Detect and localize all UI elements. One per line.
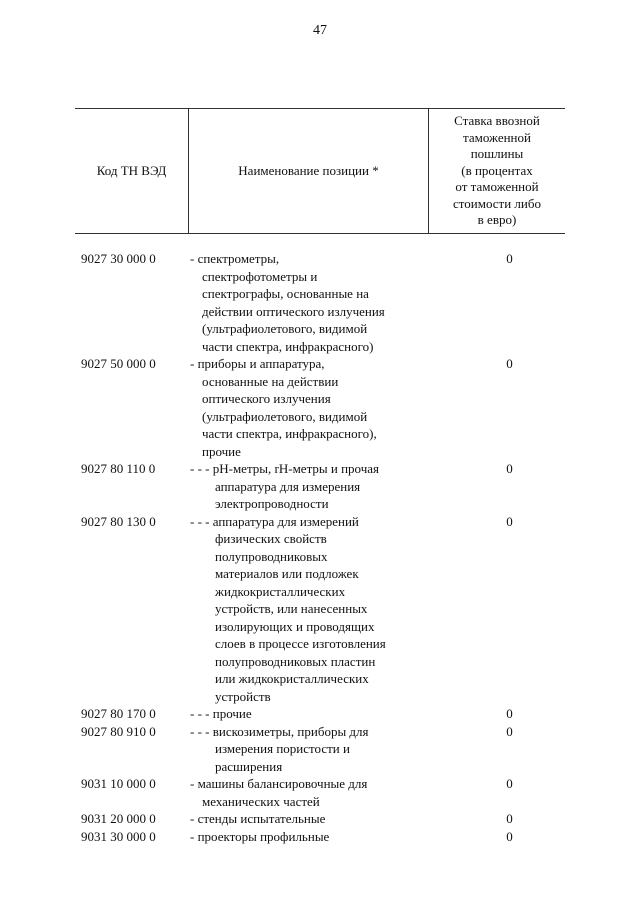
position-name-line: - спектрометры, <box>190 251 280 266</box>
table-body <box>75 250 565 845</box>
tn-ved-code: 9027 80 170 0 <box>81 706 156 721</box>
tn-ved-code: 9031 30 000 0 <box>81 828 156 844</box>
header-rate-line: таможенной <box>463 129 531 145</box>
position-name <box>187 723 440 776</box>
duty-rate: 0 <box>506 251 513 266</box>
header-rate-line: стоимости либо <box>452 195 541 211</box>
table-row <box>75 723 565 776</box>
table-row <box>75 705 565 723</box>
position-name <box>187 250 440 355</box>
duty-rate: 0 <box>506 723 513 739</box>
position-name-line: слоев в процессе изготовления <box>215 636 386 651</box>
table-row <box>75 810 565 828</box>
header-rate <box>429 109 565 233</box>
position-name <box>187 355 440 460</box>
duty-rate: 0 <box>506 828 513 844</box>
position-name-line: - - - pH-метры, rH-метры и прочая <box>190 461 380 476</box>
position-name-line: полупроводниковых пластин <box>215 653 376 669</box>
position-name-line: измерения пористости и <box>215 741 350 756</box>
table-header <box>75 108 565 234</box>
position-name-line: - проекторы профильные <box>190 828 330 844</box>
position-name <box>187 705 440 723</box>
tn-ved-code: 9027 80 130 0 <box>81 513 156 529</box>
header-name: Наименование позиции * <box>238 163 379 179</box>
tn-ved-code: 9027 80 110 0 <box>81 461 156 476</box>
table-row <box>75 775 565 810</box>
table-row <box>75 460 565 513</box>
header-rate-line: Ставка ввозной <box>454 113 540 129</box>
position-name <box>187 460 440 513</box>
tn-ved-code: 9031 20 000 0 <box>81 811 156 826</box>
position-name-line: изолирующих и проводящих <box>215 618 375 634</box>
position-name-line: или жидкокристаллических <box>215 671 369 686</box>
position-name-line: (ультрафиолетового, видимой <box>202 321 368 336</box>
position-name-line: электропроводности <box>215 496 329 511</box>
duty-rate: 0 <box>506 461 513 476</box>
position-name-line: спектрофотометры и <box>202 268 318 284</box>
duty-rate: 0 <box>506 706 513 721</box>
position-name-line: основанные на действии <box>202 373 339 389</box>
position-name-line: жидкокристаллических <box>215 583 346 599</box>
position-name <box>187 513 440 706</box>
position-name-line: (ультрафиолетового, видимой <box>202 408 368 424</box>
table-row <box>75 513 565 706</box>
position-name-line: - - - прочие <box>190 706 252 721</box>
position-name-line: - машины балансировочные для <box>190 776 368 791</box>
position-name-line: полупроводниковых <box>215 548 328 564</box>
table-row <box>75 355 565 460</box>
tn-ved-code: 9031 10 000 0 <box>81 776 156 791</box>
tn-ved-code: 9027 30 000 0 <box>81 251 156 266</box>
position-name <box>187 775 440 810</box>
position-name-line: - - - вискозиметры, приборы для <box>190 723 369 739</box>
header-code: Код ТН ВЭД <box>96 163 167 179</box>
position-name-line: части спектра, инфракрасного), <box>202 426 377 441</box>
tn-ved-code: 9027 50 000 0 <box>81 356 156 371</box>
position-name-line: устройств, или нанесенных <box>215 601 368 616</box>
position-name-line: устройств <box>215 688 271 704</box>
position-name <box>187 810 440 828</box>
page-number: 47 <box>313 23 327 38</box>
position-name-line: части спектра, инфракрасного) <box>202 338 374 354</box>
position-name-line: спектрографы, основанные на <box>202 286 369 301</box>
duty-rate: 0 <box>506 776 513 791</box>
header-rate-line: пошлины <box>470 146 524 162</box>
header-rate-line: (в процентах <box>461 162 533 178</box>
header-rate-line: от таможенной <box>455 179 539 195</box>
duty-rate: 0 <box>506 513 513 529</box>
position-name-line: действии оптического излучения <box>202 303 385 319</box>
position-name-line: механических частей <box>202 793 320 809</box>
position-name-line: расширения <box>215 758 283 774</box>
position-name-line: аппаратура для измерения <box>215 478 361 494</box>
position-name-line: материалов или подложек <box>215 566 359 581</box>
position-name-line: физических свойств <box>215 531 327 546</box>
table-row <box>75 828 565 846</box>
position-name-line: оптического излучения <box>202 391 331 406</box>
duty-rate: 0 <box>506 356 513 371</box>
position-name-line: - приборы и аппаратура, <box>190 356 325 371</box>
position-name-line: прочие <box>202 443 241 459</box>
duty-rate: 0 <box>506 811 513 826</box>
position-name-line: - стенды испытательные <box>190 811 326 826</box>
header-rate-line: в евро) <box>477 212 517 228</box>
position-name <box>187 828 440 846</box>
tn-ved-code: 9027 80 910 0 <box>81 723 156 739</box>
table-row <box>75 250 565 355</box>
position-name-line: - - - аппаратура для измерений <box>190 513 359 529</box>
